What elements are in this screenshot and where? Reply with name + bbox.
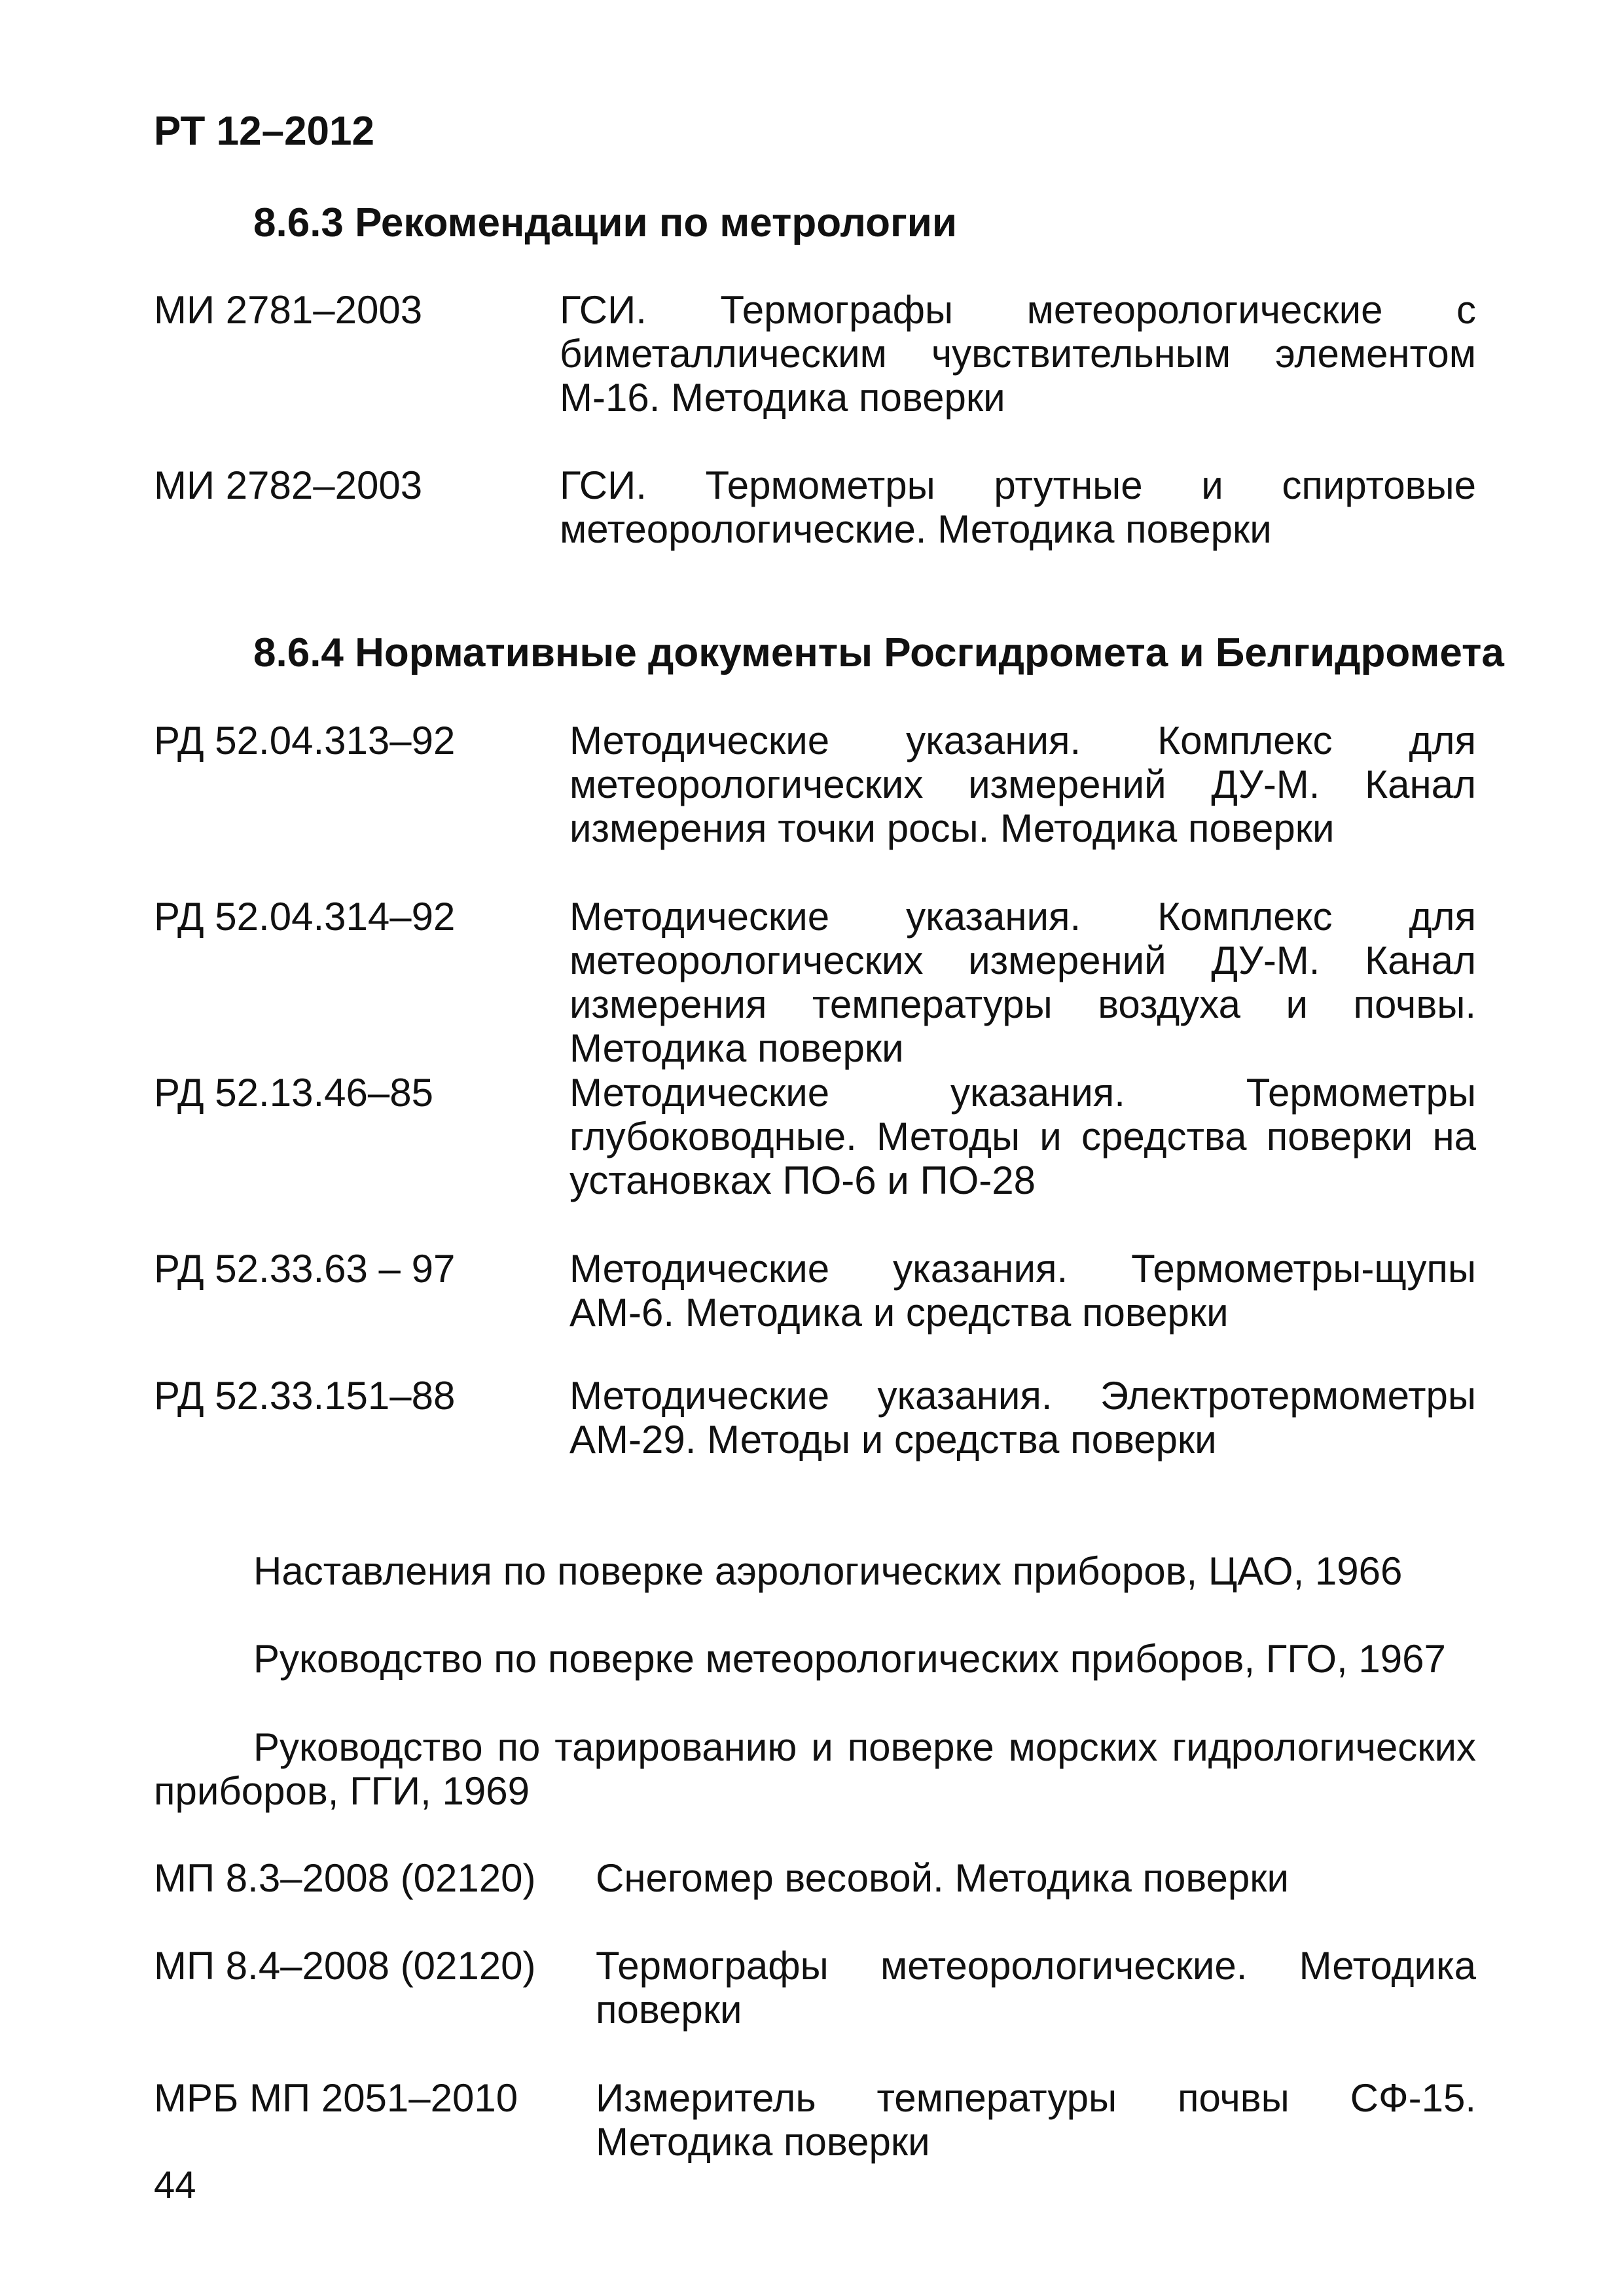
method-description: Измеритель температуры почвы СФ-15. Методика поверки bbox=[596, 2076, 1476, 2164]
reference-code: МИ 2782–2003 bbox=[154, 463, 423, 507]
page-number: 44 bbox=[154, 2164, 196, 2206]
reference-paragraph: Наставления по поверке аэрологических приборов, ЦАО, 1966 bbox=[253, 1549, 1403, 1593]
reference-code: РД 52.04.313–92 bbox=[154, 719, 456, 762]
reference-code: РД 52.33.63 – 97 bbox=[154, 1247, 456, 1291]
method-code: МРБ МП 2051–2010 bbox=[154, 2076, 518, 2120]
method-description: Термографы метеорологические. Методика поверки bbox=[596, 1944, 1476, 2032]
method-code: МП 8.3–2008 (02120) bbox=[154, 1856, 536, 1900]
reference-description: ГСИ. Термометры ртутные и спиртовые метеорологические. Методика поверки bbox=[560, 463, 1476, 551]
reference-code: РД 52.33.151–88 bbox=[154, 1374, 456, 1418]
reference-description: Методические указания. Термометры глубоководные. Методы и средства поверки на установках ПО-6 и ПО-28 bbox=[569, 1071, 1476, 1202]
reference-code: РД 52.13.46–85 bbox=[154, 1071, 433, 1115]
reference-code: РД 52.04.314–92 bbox=[154, 895, 456, 939]
reference-description: ГСИ. Термографы метеорологические с биметаллическим чувствительным элементом М-16. Методика поверки bbox=[560, 288, 1476, 420]
reference-code: МИ 2781–2003 bbox=[154, 288, 423, 332]
reference-description: Методические указания. Электротермометры АМ-29. Методы и средства поверки bbox=[569, 1374, 1476, 1462]
reference-description: Методические указания. Термометры-щупы АМ-6. Методика и средства поверки bbox=[569, 1247, 1476, 1335]
reference-description: Методические указания. Комплекс для метеорологических измерений ДУ-М. Канал измерения температуры воздуха и почвы. Методика поверки bbox=[569, 895, 1476, 1070]
section-heading-8-6-3: 8.6.3 Рекомендации по метрологии bbox=[253, 200, 958, 245]
method-description: Снегомер весовой. Методика поверки bbox=[596, 1856, 1290, 1900]
section-heading-8-6-4: 8.6.4 Нормативные документы Росгидромета и Белгидромета bbox=[253, 630, 1504, 675]
reference-paragraph: Руководство по поверке метеорологических приборов, ГГО, 1967 bbox=[253, 1637, 1446, 1681]
reference-description: Методические указания. Комплекс для метеорологических измерений ДУ-М. Канал измерения точки росы. Методика поверки bbox=[569, 719, 1476, 850]
reference-paragraph: Руководство по тарированию и поверке морских гидрологических приборов, ГГИ, 1969 bbox=[154, 1725, 1476, 1813]
method-code: МП 8.4–2008 (02120) bbox=[154, 1944, 536, 1988]
document-code: РТ 12–2012 bbox=[154, 109, 375, 154]
